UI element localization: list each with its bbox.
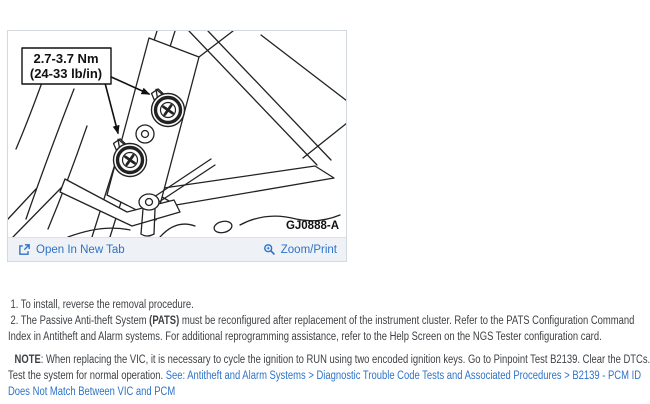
technical-diagram <box>8 31 346 237</box>
torque-callout-line1: 2.7-3.7 Nm <box>33 51 99 66</box>
figure-toolbar <box>8 237 346 261</box>
pats-bold: (PATS) <box>149 315 180 327</box>
zoom-print-label: Zoom/Print <box>280 243 337 256</box>
zoom-print-link[interactable] <box>263 239 337 261</box>
figure-id-label: GJ0888-A <box>285 220 339 232</box>
diagram-svg <box>8 31 346 237</box>
dtc-procedure-link[interactable]: See: Antitheft and Alarm Systems > Diagnostic Trouble Code Tests and Associated Procedures > B2139 - PCM ID <box>165 370 642 382</box>
note-line-3 <box>8 384 534 400</box>
step-1: 1. To install, reverse the removal procedure. <box>10 299 194 311</box>
note-label: NOTE <box>14 354 41 366</box>
dtc-procedure-link-continued[interactable]: Does Not Match Between VIC and PCM <box>8 386 176 398</box>
instruction-text-block <box>8 297 650 400</box>
note-line-2: Test the system for normal operation. See: Antitheft and Alarm Systems > Diagnostic Trouble Code Tests and Associated Procedures > B2139 - PCM ID <box>8 370 642 382</box>
note-line-1: NOTE: When replacing the VIC, it is necessary to cycle the ignition to RUN using two encoded ignition keys. Go to Pinpoint Test B2139. Clear the DTCs. <box>14 354 650 366</box>
lower-trim-blade <box>150 166 334 205</box>
open-in-new-tab-label: Open In New Tab <box>36 243 125 256</box>
panel-oval-hole <box>213 220 233 235</box>
magnifier-icon <box>263 243 276 256</box>
external-link-icon <box>18 243 31 256</box>
step-2-line-2: Index in Antitheft and Alarm systems. For additional reprogramming assistance, refer to the Help Screen on the NGS Tester configuration card. <box>8 331 602 343</box>
figure-viewer-panel <box>7 30 347 262</box>
open-in-new-tab-link[interactable] <box>18 239 125 261</box>
note-paragraph <box>8 352 650 400</box>
step-2-line-1: 2. The Passive Anti-theft System (PATS) must be reconfigured after replacement of the instrument cluster. Refer to the PATS Configuration Command <box>10 315 635 327</box>
install-steps-paragraph <box>8 297 650 345</box>
torque-callout-line2: (24-33 lb/in) <box>29 66 103 81</box>
